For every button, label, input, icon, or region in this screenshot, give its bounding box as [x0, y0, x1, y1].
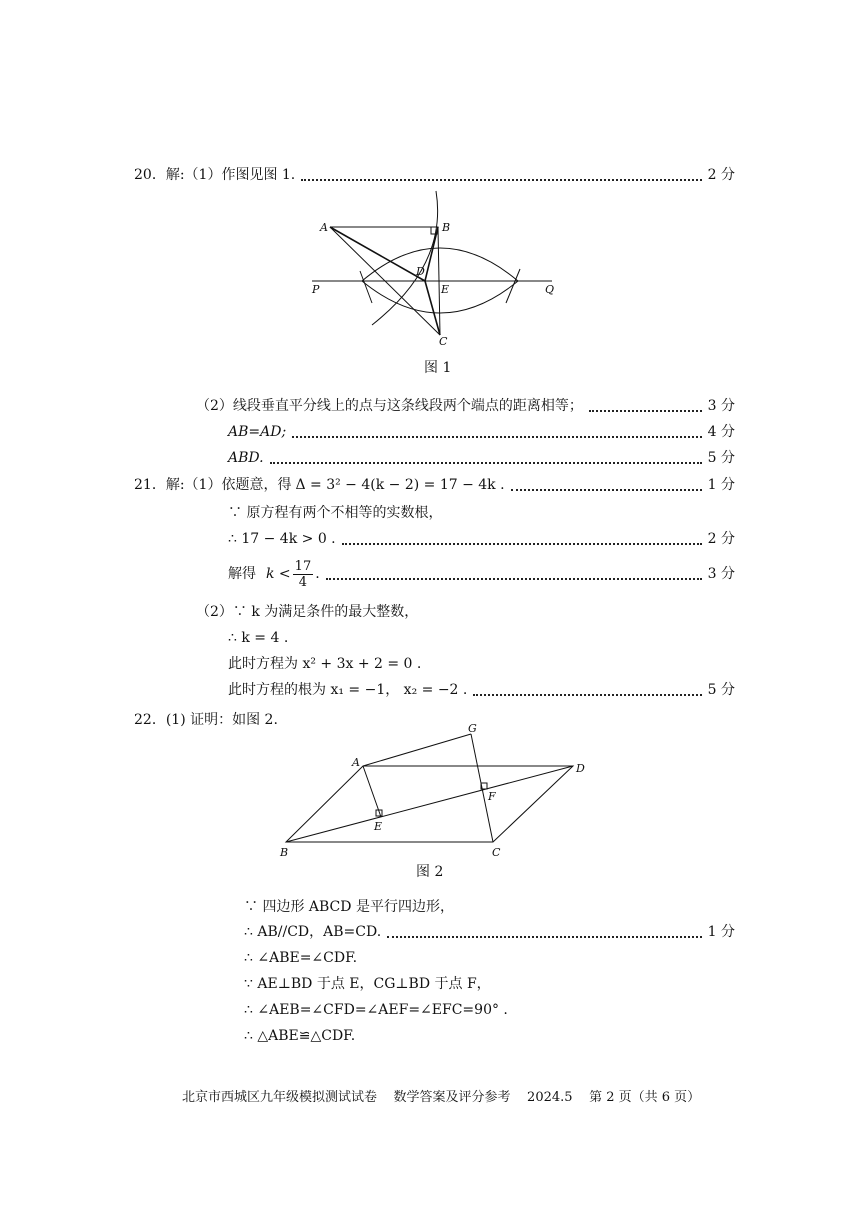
dot-leader — [342, 534, 702, 545]
segment-ae — [363, 766, 381, 817]
q21-part2-line4: 此时方程的根为 x₁ = −1， x₂ = −2 . 5 分 — [228, 682, 735, 698]
score: 5 分 — [707, 682, 735, 698]
q22-intro-line: 22． (1) 证明：如图 2. — [134, 712, 278, 728]
q20-part2-line3: ABD. 5 分 — [228, 450, 735, 466]
label-A: A — [352, 756, 360, 769]
label-C: C — [492, 846, 501, 859]
figure-2 — [278, 722, 598, 862]
q20-number: 20． — [134, 167, 166, 183]
label-E: E — [374, 820, 383, 833]
label-G: G — [468, 722, 477, 735]
q20-intro-line — [134, 165, 735, 185]
label-B: B — [280, 846, 289, 859]
dot-leader — [473, 685, 701, 696]
dot-leader — [387, 927, 701, 938]
q21-part2-line1: （2）∵ k 为满足条件的最大整数， — [196, 604, 419, 620]
dot-leader — [511, 480, 702, 491]
dot-leader — [301, 170, 701, 181]
q21-number: 21． — [134, 477, 166, 493]
score: 3 分 — [707, 398, 735, 414]
q20-intro: 解:（1）作图见图 1. — [165, 167, 296, 183]
q21-therefore-line: ∴ 17 − 4k > 0 . 2 分 — [228, 531, 735, 547]
score: 2 分 — [707, 167, 735, 183]
score: 5 分 — [707, 450, 735, 466]
q22-proof-line-5: ∴ ∠AEB=∠CFD=∠AEF=∠EFC=90° . — [244, 1002, 508, 1018]
dot-leader — [292, 427, 701, 438]
label-B: B — [442, 221, 451, 234]
label-D: D — [416, 265, 425, 278]
q20-part2-line1: （2）线段垂直平分线上的点与这条线段两个端点的距离相等； 3 分 — [196, 398, 735, 414]
q22-proof-line-1: ∵ 四边形 ABCD 是平行四边形， — [244, 899, 454, 915]
score: 1 分 — [707, 924, 735, 940]
q22-proof-line-3: ∴ ∠ABE=∠CDF. — [244, 950, 358, 966]
page-footer: 北京市西城区九年级模拟测试试卷 数学答案及评分参考 2024.5 第 2 页（共 6 页） — [182, 1090, 701, 1105]
q21-part1-line: 21． 解:（1）依题意，得 Δ = 3² − 4(k − 2) = 17 − 4k . 1 分 — [134, 477, 735, 493]
q21-discriminant: Δ = 3² − 4(k − 2) = 17 − 4k . — [295, 477, 505, 493]
q21-because: ∵ 原方程有两个不相等的实数根， — [228, 505, 443, 521]
fraction-17-4: $\frac{17}{4}$ — [294, 558, 312, 590]
q22-number: 22． — [134, 712, 166, 728]
label-C: C — [439, 335, 448, 348]
score: 3 分 — [707, 566, 735, 582]
label-E: E — [441, 283, 450, 296]
segment-ag — [363, 734, 471, 766]
dot-leader — [326, 569, 702, 580]
figure-1-caption: 图 1 — [424, 360, 452, 376]
q20-part2-line2: AB=AD; 4 分 — [228, 424, 735, 440]
dot-leader — [270, 453, 702, 464]
score: 1 分 — [707, 477, 735, 493]
label-D: D — [576, 762, 585, 775]
diagonal-bd — [286, 766, 573, 842]
q22-proof-line-2: ∴ AB//CD，AB=CD. 1 分 — [244, 924, 735, 940]
score: 4 分 — [707, 424, 735, 440]
q21-part2-line2: ∴ k = 4 . — [228, 630, 289, 646]
q21-part2-line3: 此时方程为 x² + 3x + 2 = 0 . — [228, 656, 422, 672]
label-A: A — [320, 221, 328, 234]
label-P: P — [312, 283, 320, 296]
q21-solve-line: 解得 k < $\frac{17}{4}$ . 3 分 — [228, 558, 735, 590]
upper-arc — [362, 248, 518, 281]
label-F: F — [488, 790, 496, 803]
dot-leader — [589, 401, 702, 412]
score: 2 分 — [707, 531, 735, 547]
large-arc — [372, 191, 438, 325]
figure-1 — [300, 185, 570, 355]
q22-proof-line-4: ∵ AE⊥BD 于点 E，CG⊥BD 于点 F， — [244, 976, 491, 992]
figure-2-caption: 图 2 — [416, 864, 444, 880]
q22-proof-line-6: ∴ △ABE≌△CDF. — [244, 1028, 356, 1044]
label-Q: Q — [545, 283, 555, 296]
